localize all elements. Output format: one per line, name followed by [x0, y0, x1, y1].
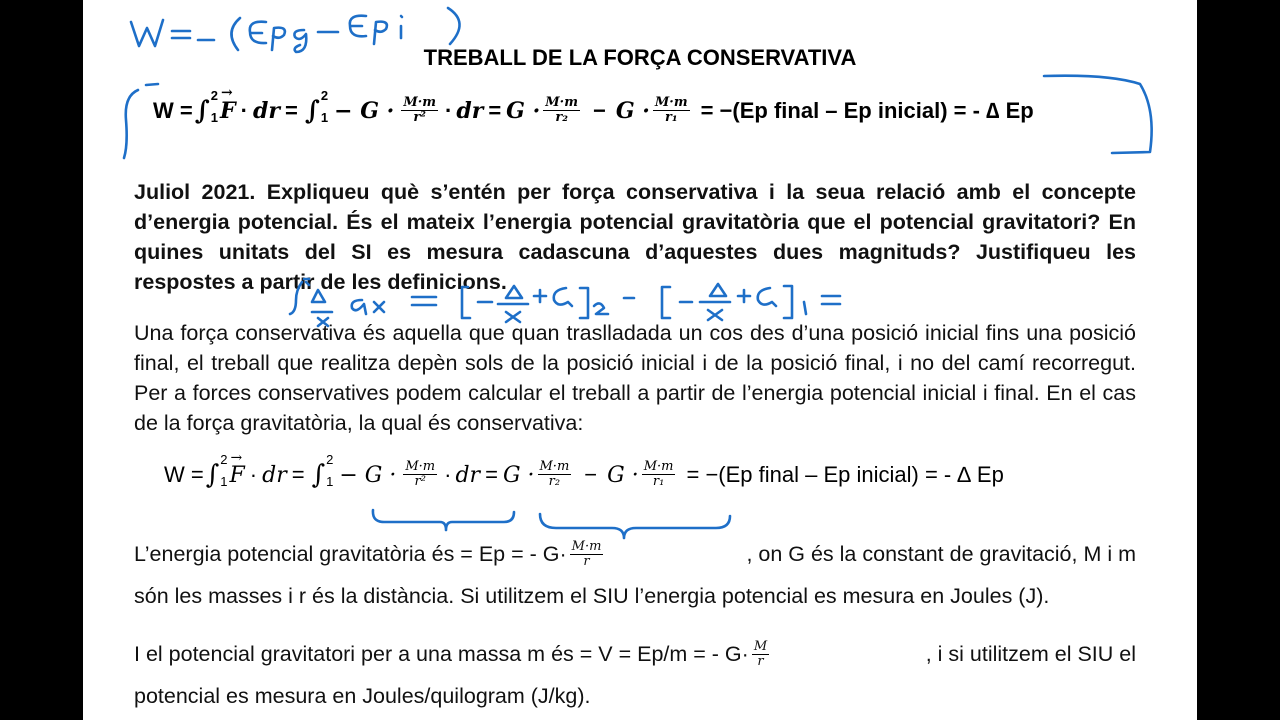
potential-definition-line: I el potencial gravitatori per a una massa m és = V = Ep/m = - G· $\frac{M}{r}$ , i si utilitzem el SIU el [134, 639, 1136, 669]
answer-paragraph: Una força conservativa és aquella que quan traslladada un cos des d’una posició inicial fins una posició final, el treball que realitza depèn sols de la posició inicial i de la posició final, i no del camí recorregut. Per a forces conservatives podem calcular el treball a partir de l’energia potencial inicial i final. En el cas de la força gravitatòria, la qual és conservativa: [134, 321, 1136, 435]
work-formula: W = ∫ 2 1 → F · dr = ∫ 2 1 − G · $\frac{M\cdot m}{\text{r²}}$ · dr = G · $\frac{M\cdot m}{\text{r₂}}$ − G · $\frac{M\cdot m}{\text{r₁}}$ = −(Ep final – Ep inicial) = - ∆ Ep [164, 460, 1004, 490]
exam-question: Juliol 2021. Expliqueu què s’entén per força conservativa i la seua relació amb el concepte d’energia potencial. És el mateix l’energia potencial gravitatòria que el potencial gravitatori? En quines unitats del SI es mesura cadascuna d’aquestes dues magnituds? Justifiqueu les respostes a partir de les definicions. [134, 180, 1136, 294]
page-title: TREBALL DE LA FORÇA CONSERVATIVA [423, 45, 857, 70]
fraction-v: $\frac{M}{r}$ [753, 639, 768, 669]
fraction-mm-r2: $\frac{M\cdot m}{\text{r²}}$ [403, 95, 436, 125]
formula-result: = −(Ep final – Ep inicial) = - ∆ Ep [700, 98, 1034, 123]
fraction-mm-r1-sub: $\frac{M\cdot m}{\text{r₁}}$ [654, 95, 688, 125]
force-vector: → F [220, 98, 236, 124]
fraction-ep: $\frac{M\cdot m}{r}$ [571, 539, 602, 569]
integral-1: ∫ 2 1 [194, 87, 219, 126]
document-page [83, 0, 1197, 720]
work-formula-bold: W = ∫ 2 1 → F · dr = ∫ 2 1 − G · $\frac{M\cdot m}{\text{r²}}$ · dr = G · $\frac{M\cdot m}{\text{r₂}}$ − G · $\frac{M\cdot m}{\text{r₁}}$ = −(Ep final – Ep inicial) = - ∆ Ep [153, 96, 1034, 126]
fraction-mm-r2-sub: $\frac{M\cdot m}{\text{r₂}}$ [545, 95, 578, 125]
formula-w: W = [153, 98, 193, 123]
potential-units-text: potencial es mesura en Joules/quilogram (J/kg). [134, 684, 591, 708]
integral-2: ∫ 2 1 [304, 87, 329, 126]
dr-vector: dr [252, 98, 280, 124]
ep-definition-line: L’energia potencial gravitatòria és = Ep = - G· $\frac{M\cdot m}{r}$ , on G és la constant de gravitació, M i m [134, 539, 1136, 569]
ep-units-text: són les masses i r és la distància. Si utilitzem el SIU l’energia potencial es mesura en Joules (J). [134, 584, 1050, 608]
